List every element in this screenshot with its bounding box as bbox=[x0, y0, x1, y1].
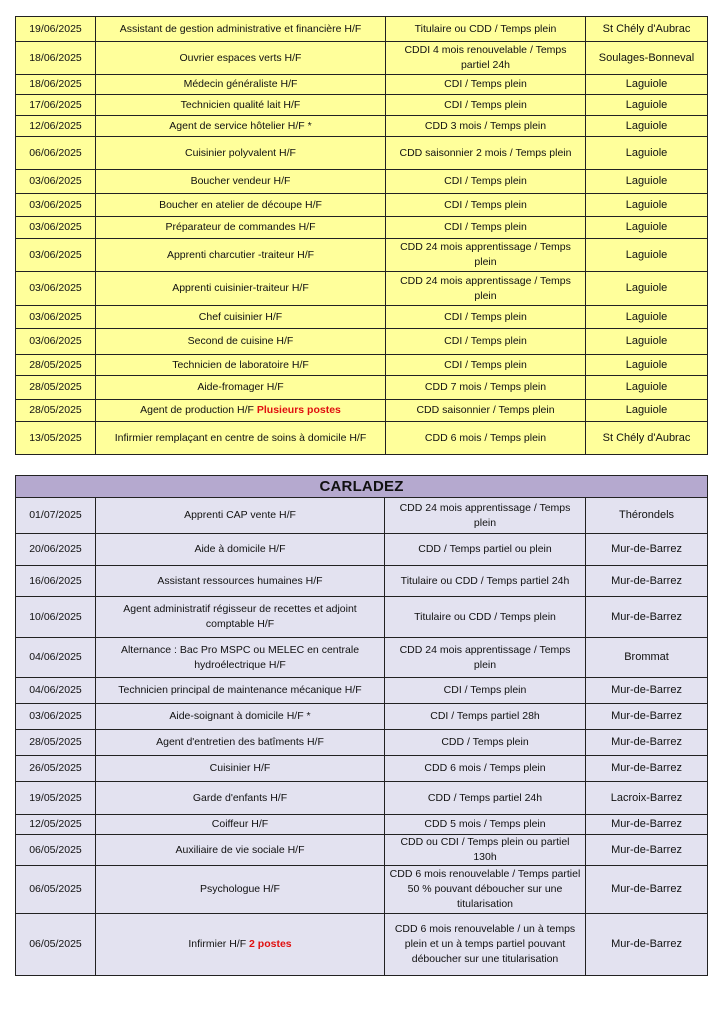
posting-date: 06/05/2025 bbox=[16, 914, 96, 976]
job-title-cell bbox=[96, 272, 386, 306]
job-location: Soulages-Bonneval bbox=[586, 42, 708, 75]
job-title-cell bbox=[96, 815, 385, 835]
contract-type: CDD 6 mois / Temps plein bbox=[385, 756, 586, 782]
posting-date: 28/05/2025 bbox=[16, 730, 96, 756]
job-title-cell bbox=[96, 704, 385, 730]
posting-date: 06/05/2025 bbox=[16, 835, 96, 866]
job-location: Laguiole bbox=[586, 170, 708, 194]
posting-date: 03/06/2025 bbox=[16, 329, 96, 355]
job-title: Infirmier H/F bbox=[188, 938, 247, 950]
section-title: CARLADEZ bbox=[16, 476, 708, 498]
job-location: Laguiole bbox=[586, 272, 708, 306]
table-row bbox=[16, 194, 708, 217]
job-title-cell bbox=[96, 678, 385, 704]
job-location: Laguiole bbox=[586, 239, 708, 272]
job-title-cell bbox=[96, 306, 386, 329]
job-title-cell bbox=[96, 756, 385, 782]
posting-date: 12/05/2025 bbox=[16, 815, 96, 835]
job-location: Laguiole bbox=[586, 116, 708, 137]
job-title: Apprenti charcutier -traiteur H/F bbox=[166, 248, 315, 261]
posting-date: 17/06/2025 bbox=[16, 95, 96, 116]
job-title: Aide à domicile H/F bbox=[194, 543, 286, 555]
job-location: Laguiole bbox=[586, 306, 708, 329]
job-table-carladez bbox=[15, 475, 708, 976]
job-title: Technicien qualité lait H/F bbox=[180, 98, 301, 111]
job-title: Assistant ressources humaines H/F bbox=[157, 574, 323, 587]
positions-count-badge: Plusieurs postes bbox=[256, 404, 341, 416]
table-row bbox=[16, 638, 708, 678]
table-row bbox=[16, 116, 708, 137]
job-location: Mur-de-Barrez bbox=[586, 597, 708, 638]
job-title: Ouvrier espaces verts H/F bbox=[179, 51, 302, 64]
posting-date: 03/06/2025 bbox=[16, 272, 96, 306]
contract-type: CDD 24 mois apprentissage / Temps plein bbox=[386, 239, 586, 272]
contract-type: CDI / Temps plein bbox=[385, 678, 586, 704]
job-location: Laguiole bbox=[586, 194, 708, 217]
job-location: Mur-de-Barrez bbox=[586, 678, 708, 704]
job-title-cell bbox=[96, 217, 386, 239]
job-title-cell bbox=[96, 329, 386, 355]
table-row bbox=[16, 137, 708, 170]
job-title: Boucher vendeur H/F bbox=[190, 175, 291, 187]
posting-date: 28/05/2025 bbox=[16, 355, 96, 376]
contract-type: CDD 6 mois renouvelable / Temps partiel 50 % pouvant déboucher sur une titularisation bbox=[385, 866, 586, 914]
table-row bbox=[16, 914, 708, 976]
posting-date: 26/05/2025 bbox=[16, 756, 96, 782]
job-location: Laguiole bbox=[586, 95, 708, 116]
job-title-cell bbox=[96, 376, 386, 400]
job-title-cell bbox=[96, 782, 385, 815]
table-row bbox=[16, 835, 708, 866]
job-location: Mur-de-Barrez bbox=[586, 815, 708, 835]
posting-date: 04/06/2025 bbox=[16, 678, 96, 704]
job-title: Agent administratif régisseur de recettes et adjoint comptable H/F bbox=[123, 603, 357, 630]
job-title: Médecin généraliste H/F bbox=[183, 78, 298, 90]
table-row bbox=[16, 498, 708, 534]
posting-date: 19/05/2025 bbox=[16, 782, 96, 815]
posting-date: 18/06/2025 bbox=[16, 42, 96, 75]
job-title-cell bbox=[96, 566, 385, 597]
job-title: Apprenti cuisinier-traiteur H/F bbox=[172, 282, 309, 294]
job-title: Agent d'entretien des batîments H/F bbox=[156, 736, 324, 748]
contract-type: CDD 7 mois / Temps plein bbox=[386, 376, 586, 400]
table-row bbox=[16, 597, 708, 638]
job-location: Mur-de-Barrez bbox=[586, 866, 708, 914]
job-title: Technicien principal de maintenance mécanique H/F bbox=[118, 684, 362, 696]
table-row bbox=[16, 329, 708, 355]
contract-type: CDD / Temps plein bbox=[385, 730, 586, 756]
job-title: Agent de production H/F bbox=[140, 404, 254, 416]
job-title-cell bbox=[96, 42, 386, 75]
contract-type: Titulaire ou CDD / Temps plein bbox=[386, 17, 586, 42]
positions-count-badge: 2 postes bbox=[249, 938, 292, 950]
job-location: Mur-de-Barrez bbox=[586, 730, 708, 756]
contract-type: CDD / Temps partiel 24h bbox=[385, 782, 586, 815]
job-location: Laguiole bbox=[586, 137, 708, 170]
job-title-cell bbox=[96, 170, 386, 194]
table-row bbox=[16, 782, 708, 815]
table-row bbox=[16, 170, 708, 194]
job-title-cell bbox=[96, 730, 385, 756]
table-row bbox=[16, 422, 708, 455]
contract-type: CDI / Temps plein bbox=[386, 306, 586, 329]
table-row bbox=[16, 17, 708, 42]
posting-date: 28/05/2025 bbox=[16, 400, 96, 422]
job-title-cell bbox=[96, 137, 386, 170]
posting-date: 03/06/2025 bbox=[16, 217, 96, 239]
contract-type: CDD 24 mois apprentissage / Temps plein bbox=[386, 272, 586, 306]
posting-date: 20/06/2025 bbox=[16, 534, 96, 566]
contract-type: CDD 24 mois apprentissage / Temps plein bbox=[385, 498, 586, 534]
job-location: St Chély d'Aubrac bbox=[586, 17, 708, 42]
job-title-cell bbox=[96, 835, 385, 866]
table-row bbox=[16, 355, 708, 376]
table-row bbox=[16, 306, 708, 329]
table-row bbox=[16, 95, 708, 116]
job-title: Infirmier remplaçant en centre de soins à domicile H/F bbox=[114, 431, 367, 444]
table-row bbox=[16, 678, 708, 704]
job-location: Mur-de-Barrez bbox=[586, 914, 708, 976]
job-title-cell bbox=[96, 95, 386, 116]
job-title: Cuisinier H/F bbox=[209, 762, 271, 774]
posting-date: 04/06/2025 bbox=[16, 638, 96, 678]
posting-date: 03/06/2025 bbox=[16, 306, 96, 329]
table-row bbox=[16, 534, 708, 566]
job-title: Aide-soignant à domicile H/F * bbox=[169, 710, 311, 722]
job-location: Lacroix-Barrez bbox=[586, 782, 708, 815]
job-location: Laguiole bbox=[586, 329, 708, 355]
table-row bbox=[16, 815, 708, 835]
contract-type: CDI / Temps partiel 28h bbox=[385, 704, 586, 730]
job-title: Préparateur de commandes H/F bbox=[165, 221, 316, 233]
job-title-cell bbox=[96, 116, 386, 137]
job-title: Cuisinier polyvalent H/F bbox=[185, 146, 296, 159]
contract-type: CDD / Temps partiel ou plein bbox=[385, 534, 586, 566]
contract-type: CDI / Temps plein bbox=[386, 194, 586, 217]
posting-date: 13/05/2025 bbox=[16, 422, 96, 455]
job-title-cell bbox=[96, 638, 385, 678]
contract-type: CDD saisonnier 2 mois / Temps plein bbox=[386, 137, 586, 170]
table-row bbox=[16, 272, 708, 306]
table-row bbox=[16, 42, 708, 75]
job-location: Laguiole bbox=[586, 400, 708, 422]
posting-date: 18/06/2025 bbox=[16, 75, 96, 95]
job-title: Agent de service hôtelier H/F * bbox=[169, 119, 312, 132]
job-title-cell bbox=[96, 17, 386, 42]
job-location: Laguiole bbox=[586, 75, 708, 95]
job-title-cell bbox=[96, 355, 386, 376]
job-location: Laguiole bbox=[586, 355, 708, 376]
job-location: Mur-de-Barrez bbox=[586, 704, 708, 730]
table-row bbox=[16, 75, 708, 95]
job-title-cell bbox=[96, 866, 385, 914]
job-title: Second de cuisine H/F bbox=[187, 335, 294, 347]
posting-date: 12/06/2025 bbox=[16, 116, 96, 137]
posting-date: 19/06/2025 bbox=[16, 17, 96, 42]
section-header-row bbox=[16, 476, 708, 498]
contract-type: CDI / Temps plein bbox=[386, 95, 586, 116]
job-table-aubrac bbox=[15, 16, 708, 455]
contract-type: CDI / Temps plein bbox=[386, 329, 586, 355]
job-title: Boucher en atelier de découpe H/F bbox=[159, 198, 322, 211]
job-title: Chef cuisinier H/F bbox=[198, 310, 283, 323]
table-row bbox=[16, 376, 708, 400]
job-title-cell bbox=[96, 400, 386, 422]
job-title: Auxiliaire de vie sociale H/F bbox=[175, 843, 305, 856]
table-row bbox=[16, 756, 708, 782]
job-title: Assistant de gestion administrative et financière H/F bbox=[119, 22, 362, 35]
contract-type: CDD saisonnier / Temps plein bbox=[386, 400, 586, 422]
job-title-cell bbox=[96, 422, 386, 455]
posting-date: 03/06/2025 bbox=[16, 170, 96, 194]
table-row bbox=[16, 217, 708, 239]
contract-type: CDD 24 mois apprentissage / Temps plein bbox=[385, 638, 586, 678]
contract-type: CDI / Temps plein bbox=[386, 217, 586, 239]
job-title: Coiffeur H/F bbox=[211, 818, 269, 830]
posting-date: 03/06/2025 bbox=[16, 239, 96, 272]
posting-date: 03/06/2025 bbox=[16, 194, 96, 217]
table-row bbox=[16, 866, 708, 914]
job-location: Mur-de-Barrez bbox=[586, 566, 708, 597]
job-title-cell bbox=[96, 914, 385, 976]
contract-type: CDD 3 mois / Temps plein bbox=[386, 116, 586, 137]
job-location: Mur-de-Barrez bbox=[586, 534, 708, 566]
posting-date: 10/06/2025 bbox=[16, 597, 96, 638]
posting-date: 16/06/2025 bbox=[16, 566, 96, 597]
job-title: Alternance : Bac Pro MSPC ou MELEC en centrale hydroélectrique H/F bbox=[120, 643, 360, 671]
job-title-cell bbox=[96, 534, 385, 566]
table-row bbox=[16, 400, 708, 422]
contract-type: CDI / Temps plein bbox=[386, 355, 586, 376]
posting-date: 06/06/2025 bbox=[16, 137, 96, 170]
job-title: Psychologue H/F bbox=[200, 883, 280, 895]
job-title-cell bbox=[96, 75, 386, 95]
table-row bbox=[16, 730, 708, 756]
contract-type: CDD 6 mois renouvelable / un à temps plein et un à temps partiel pouvant déboucher sur une titularisation bbox=[385, 914, 586, 976]
table-row bbox=[16, 704, 708, 730]
posting-date: 03/06/2025 bbox=[16, 704, 96, 730]
job-location: St Chély d'Aubrac bbox=[586, 422, 708, 455]
contract-type: Titulaire ou CDD / Temps plein bbox=[385, 597, 586, 638]
contract-type: CDDI 4 mois renouvelable / Temps partiel 24h bbox=[386, 42, 586, 75]
job-location: Brommat bbox=[586, 638, 708, 678]
posting-date: 06/05/2025 bbox=[16, 866, 96, 914]
table-row bbox=[16, 239, 708, 272]
job-title: Aide-fromager H/F bbox=[197, 381, 284, 393]
contract-type: CDD 6 mois / Temps plein bbox=[386, 422, 586, 455]
contract-type: CDD 5 mois / Temps plein bbox=[385, 815, 586, 835]
job-title-cell bbox=[96, 597, 385, 638]
job-title: Apprenti CAP vente H/F bbox=[184, 509, 296, 521]
job-location: Mur-de-Barrez bbox=[586, 835, 708, 866]
table-row bbox=[16, 566, 708, 597]
job-title-cell bbox=[96, 194, 386, 217]
job-location: Laguiole bbox=[586, 376, 708, 400]
job-title-cell bbox=[96, 239, 386, 272]
posting-date: 01/07/2025 bbox=[16, 498, 96, 534]
contract-type: CDI / Temps plein bbox=[386, 75, 586, 95]
job-title: Technicien de laboratoire H/F bbox=[172, 358, 309, 371]
job-title-cell bbox=[96, 498, 385, 534]
contract-type: Titulaire ou CDD / Temps partiel 24h bbox=[385, 566, 586, 597]
contract-type: CDI / Temps plein bbox=[386, 170, 586, 194]
job-location: Thérondels bbox=[586, 498, 708, 534]
job-title: Garde d'enfants H/F bbox=[192, 791, 288, 804]
posting-date: 28/05/2025 bbox=[16, 376, 96, 400]
job-location: Mur-de-Barrez bbox=[586, 756, 708, 782]
job-location: Laguiole bbox=[586, 217, 708, 239]
contract-type: CDD ou CDI / Temps plein ou partiel 130h bbox=[385, 835, 586, 866]
